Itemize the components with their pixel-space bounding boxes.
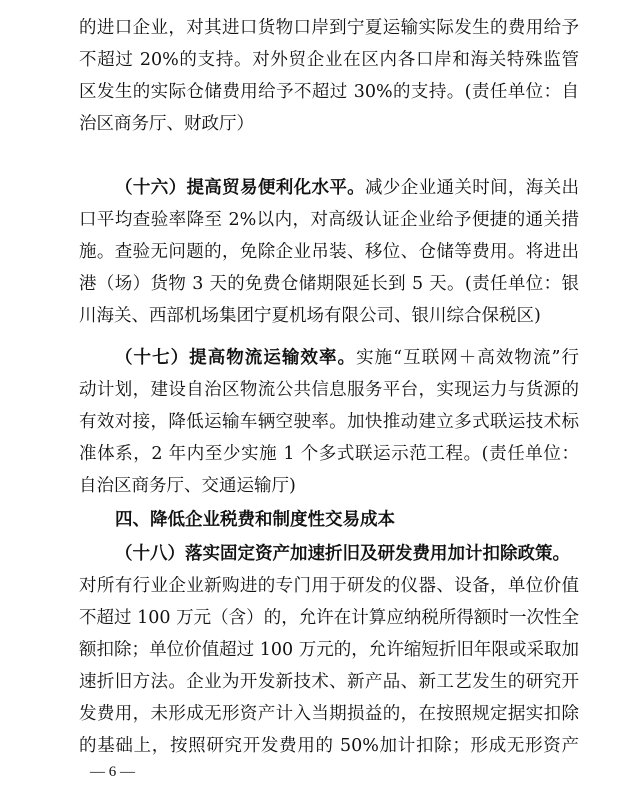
text-line: 口平均查验率降至 2%以内，对高级认证企业给予便捷的通关措 <box>79 210 579 230</box>
item-title-16: （十六）提高贸易便利化水平。 <box>115 178 366 198</box>
item-title-17: （十七）提高物流运输效率。 <box>115 348 357 368</box>
paragraph-lead-line <box>79 538 579 570</box>
text-line: 对所有行业企业新购进的专门用于研发的仪器、设备，单位价值 <box>79 576 579 596</box>
section-heading: 四、降低企业税费和制度性交易成本 <box>115 510 395 530</box>
text-line: 港（场）货物 3 天的免费仓储期限延长到 5 天。(责任单位：银 <box>79 274 579 294</box>
text-line: 自治区商务厅、交通运输厅) <box>79 476 296 496</box>
text-line: 区发生的实际仓储费用给予不超过 30%的支持。(责任单位：自 <box>79 82 579 102</box>
text-run: 实施“互联网＋高效物流”行 <box>356 348 579 368</box>
text-line: 的基础上，按照研究开发费用的 50%加计扣除；形成无形资产 <box>79 736 579 756</box>
item-title-18: （十八）落实固定资产加速折旧及研发费用加计扣除政策。 <box>115 544 570 564</box>
text-line: 川海关、西部机场集团宁夏机场有限公司、银川综合保税区) <box>79 306 541 326</box>
text-line: 动计划，建设自治区物流公共信息服务平台，实现运力与货源的 <box>79 380 579 400</box>
text-line: 速折旧方法。企业为开发新技术、新产品、新工艺发生的研究开 <box>79 672 579 692</box>
text-line: 的进口企业，对其进口货物口岸到宁夏运输实际发生的费用给予 <box>79 18 579 38</box>
text-line: 不超过 100 万元（含）的，允许在计算应纳税所得额时一次性全 <box>79 608 579 628</box>
page-number: — 6 — <box>90 764 135 780</box>
text-line: 准体系，2 年内至少实施 1 个多式联运示范工程。(责任单位： <box>79 444 579 464</box>
text-run: 减少企业通关时间，海关出 <box>365 178 579 198</box>
text-line: 不超过 20%的支持。对外贸企业在区内各口岸和海关特殊监管 <box>79 50 579 70</box>
text-line: 施。查验无问题的，免除企业吊装、移位、仓储等费用。将进出 <box>79 242 579 262</box>
text-line: 有效对接，降低运输车辆空驶率。加快推动建立多式联运技术标 <box>79 412 579 432</box>
paragraph-lead-line <box>79 172 579 204</box>
text-line: 发费用，未形成无形资产计入当期损益的，在按照规定据实扣除 <box>79 704 579 724</box>
text-line: 额扣除；单位价值超过 100 万元的，允许缩短折旧年限或采取加 <box>79 640 579 660</box>
paragraph-lead-line <box>79 342 579 374</box>
text-line: 治区商务厅、财政厅） <box>79 114 254 134</box>
